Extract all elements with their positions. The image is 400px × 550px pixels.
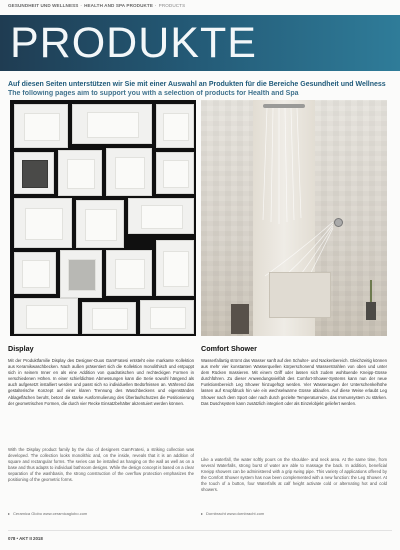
washbasin [140,300,194,334]
washbasin [60,250,102,298]
breadcrumb [8,3,185,8]
comfort-shower-body-english: Like a waterfall, the water softly pours on the shoulder- and neck area. At the same time, from several Waterfalls, strong burst of water are able to massage the back. In addition, beneficial Kneipp showers can be administered with a grip swing pipe. This variety of applications offered by the Comfort Shower system has now been complemented with a new function: the Leg Shower. At the touch of a button, four Waterfalls at calf height activate cold or alternating hot and cold showers. [201,457,387,493]
breadcrumb-current: PRODUCTS [158,3,186,8]
washbasin [14,298,78,334]
arrow-icon: ▸ [8,511,11,516]
display-credit-text: Ceramica Globo www.ceramicaglobo.com [13,511,88,516]
washbasin [76,200,124,248]
washbasin [58,150,102,196]
display-body-german: Mit der Produktfamilie Display des Designer-Duos GamFratesi entsteht eine markante Kollektion aus Keramikwaschbecken. Nach außen präsentiert sich die Kollektion monolithisch und entpuppt sich in seinem Inner en als eine Addition von quadratischen und rechteckigen Formen in verschiedenen Höhen. In einer schiefdichten Abmessungen kann die Serie sowohl hängend als auch aufgesetzt installiert werden und passt sich so individuellen Bedürfnissen an. Während das gestalterische Konzept auf einer klaren Trennung des Waschbeckens und eigenständen Ablageflächen beruht, betont die starke Ausformulierung des Überlaufschutzes die Positionierung der geometrischen Formen, die durch vier Recke Einsatzbehälter akzentuiert werden können. [8,358,194,406]
washbasin [72,104,152,144]
comfort-shower-credit[interactable] [201,511,264,516]
stone-bench [269,272,331,318]
washbasin [128,198,194,234]
display-credit[interactable] [8,511,87,516]
comfort-shower-body-german: Wasserfallartig strömt das Wasser sanft auf den Schulter- und Nackenbereich. Gleichzeitig können aus mehr vier konstanten Wasserquellen körperschonend Wasserstrahlen von oben und unter dem Rücken massieren. Mit einem Griff oder lassen sich zudem wohltuende Kneipp-Güsse durchführen. Zu dieser Anwendungsvielfalt des Comfort-Shower-Systems kann nun der neue Funktionsbereich Leg Shower hinzugefügt werden. Vier Wasseraugen der Unterschenkelhöhe lassen auf Knopfdruck hin wie ein wechselwarme Güsse ablaufen. Auf diese Weise erlaubt Leg Shower nach dem Sport oder nach durch gezielte Temperaturreize, das Immunsystem zu stärken. Das Duschsystem kann zusätzlich integriert oder als Einzelobjekt geliefert werden. [201,358,387,406]
page-title: PRODUKTE [10,19,257,67]
stool [231,304,249,334]
breadcrumb-separator: · [155,3,157,8]
breadcrumb-separator: · [80,3,83,8]
comfort-shower-photo [201,100,387,336]
washbasin [156,240,194,296]
breadcrumb-section[interactable]: GESUNDHEIT UND WELLNESS [8,3,79,8]
washbasin [14,104,68,148]
washbasin [156,104,194,148]
page-folio: 078 • AKT II 2018 [8,536,43,541]
breadcrumb-subsection[interactable]: HEALTH AND SPA PRODUKTE [84,3,154,8]
washbasin [106,250,152,296]
shower-valve [334,218,343,227]
washbasin [14,198,72,248]
plant [363,280,379,320]
display-heading: Display [8,344,34,353]
washbasin [82,302,136,334]
title-banner [0,15,400,71]
footer-divider [8,530,392,531]
intro-german: Auf diesen Seiten unterstützen wir Sie mit einer Auswahl an Produkten für die Bereiche Gesundheit und Wellness [8,81,386,88]
washbasin [106,148,152,196]
comfort-shower-heading: Comfort Shower [201,344,257,353]
washbasin [156,152,194,194]
washbasin [14,152,54,194]
comfort-shower-credit-text: Dornbracht www.dornbracht.com [206,511,265,516]
arrow-icon: ▸ [201,511,204,516]
washbasin [14,252,56,294]
display-washbasins-photo [10,100,196,336]
intro-english: The following pages aim to support you with a selection of products for Health and Spa [8,90,299,97]
display-body-english: With the Display product family by the duo of designers GamFratesi, a striking collection was developed. The collection looks monolithic and, on the inside, reveals that it is an addition of square and rectangular forms. The series can be installed as hanging on the wall as well as on a base and thus adapts to individual bathroom designs. While the design concept is based on a clear separation of the washbasin, the strong construction of the overflow protection emphasizes the positioning of the geometric forms. [8,447,194,483]
